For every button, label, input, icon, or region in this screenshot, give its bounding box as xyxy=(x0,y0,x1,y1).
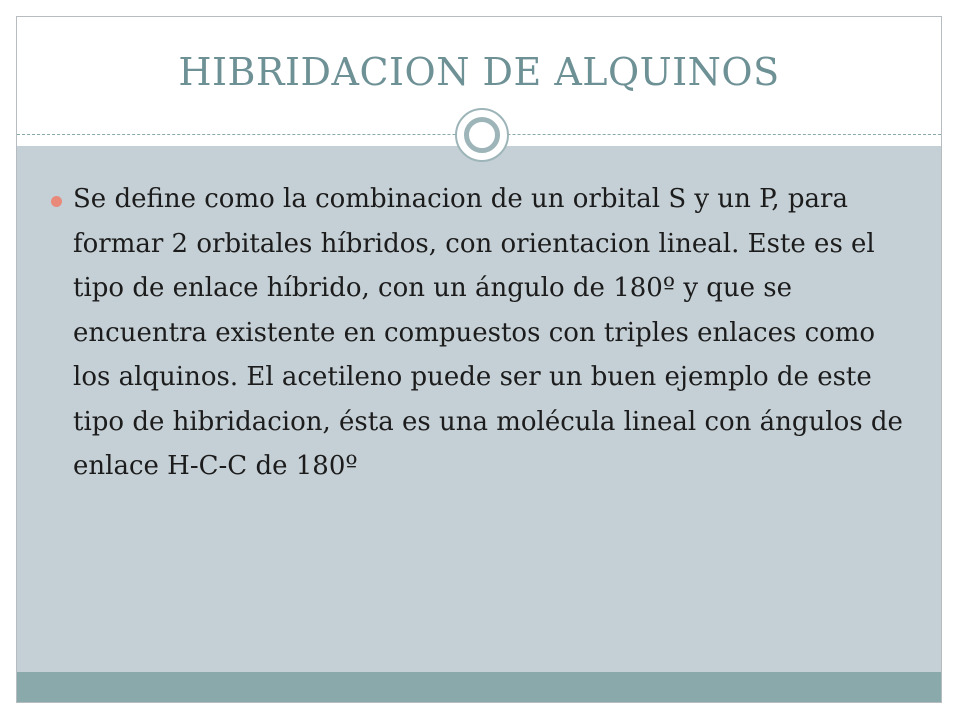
slide-frame xyxy=(16,16,942,703)
bullet-dot-icon xyxy=(51,196,62,207)
slide-title: HIBRIDACION DE ALQUINOS xyxy=(178,50,780,94)
circle-ornament-inner xyxy=(464,117,500,153)
bullet-item xyxy=(48,177,908,489)
bullet-text: Se define como la combinacion de un orbital S y un P, para formar 2 orbitales híbridos, con orientacion lineal. Este es el tipo de enlace híbrido, con un ángulo de 180º y que se encuentra existente en compuestos con triples enlaces como los alquinos. El acetileno puede ser un buen ejemplo de este tipo de hibridacion, ésta es una molécula lineal con ángulos de enlace H-C-C de 180º xyxy=(73,184,903,481)
bullet-list xyxy=(48,177,908,489)
circle-ornament-icon xyxy=(455,108,509,162)
bottom-band xyxy=(17,672,941,703)
